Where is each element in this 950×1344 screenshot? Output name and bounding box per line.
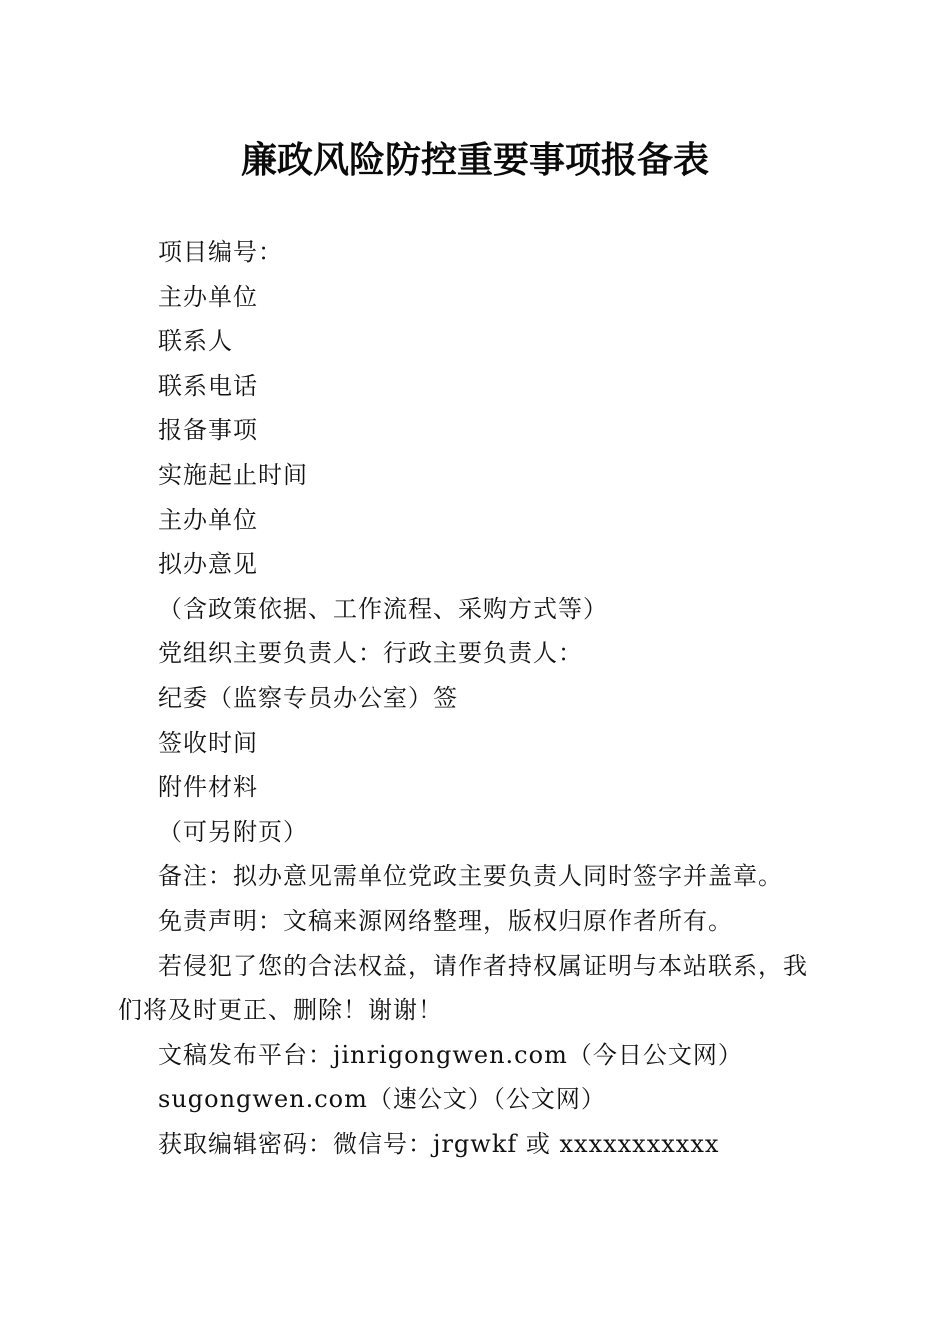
platform-line: 文稿发布平台：jinrigongwen.com（今日公文网）: [158, 1040, 743, 1069]
field-attachments: 附件材料: [158, 773, 258, 802]
field-responsible-persons: 党组织主要负责人：行政主要负责人：: [158, 639, 583, 668]
password-line: 获取编辑密码：微信号：jrgwkf 或 xxxxxxxxxxx: [158, 1129, 720, 1158]
field-contact-person: 联系人: [158, 327, 233, 356]
field-attachments-note: （可另附页）: [158, 817, 308, 846]
infringement-paragraph: 若侵犯了您的合法权益，请作者持权属证明与本站联系，我们将及时更正、删除！谢谢！: [118, 951, 808, 1025]
field-proposed-opinion: 拟办意见: [158, 550, 258, 579]
platform-line-2: sugongwen.com（速公文）（公文网）: [158, 1085, 606, 1114]
field-report-matter: 报备事项: [158, 416, 258, 445]
field-project-number: 项目编号：: [158, 238, 283, 266]
document-body: [118, 230, 830, 1166]
remark-line: 备注：拟办意见需单位党政主要负责人同时签字并盖章。: [158, 862, 783, 891]
disclaimer-line: 免责声明：文稿来源网络整理，版权归原作者所有。: [158, 906, 733, 935]
field-host-unit: 主办单位: [158, 282, 258, 311]
field-opinion-note: （含政策依据、工作流程、采购方式等）: [158, 594, 608, 623]
field-contact-phone: 联系电话: [158, 371, 258, 400]
field-host-unit-2: 主办单位: [158, 505, 258, 534]
document-title: 廉政风险防控重要事项报备表: [240, 139, 709, 181]
field-receipt-time: 签收时间: [158, 728, 258, 757]
field-discipline-sign: 纪委（监察专员办公室）签: [158, 683, 458, 712]
field-implementation-period: 实施起止时间: [158, 460, 308, 489]
